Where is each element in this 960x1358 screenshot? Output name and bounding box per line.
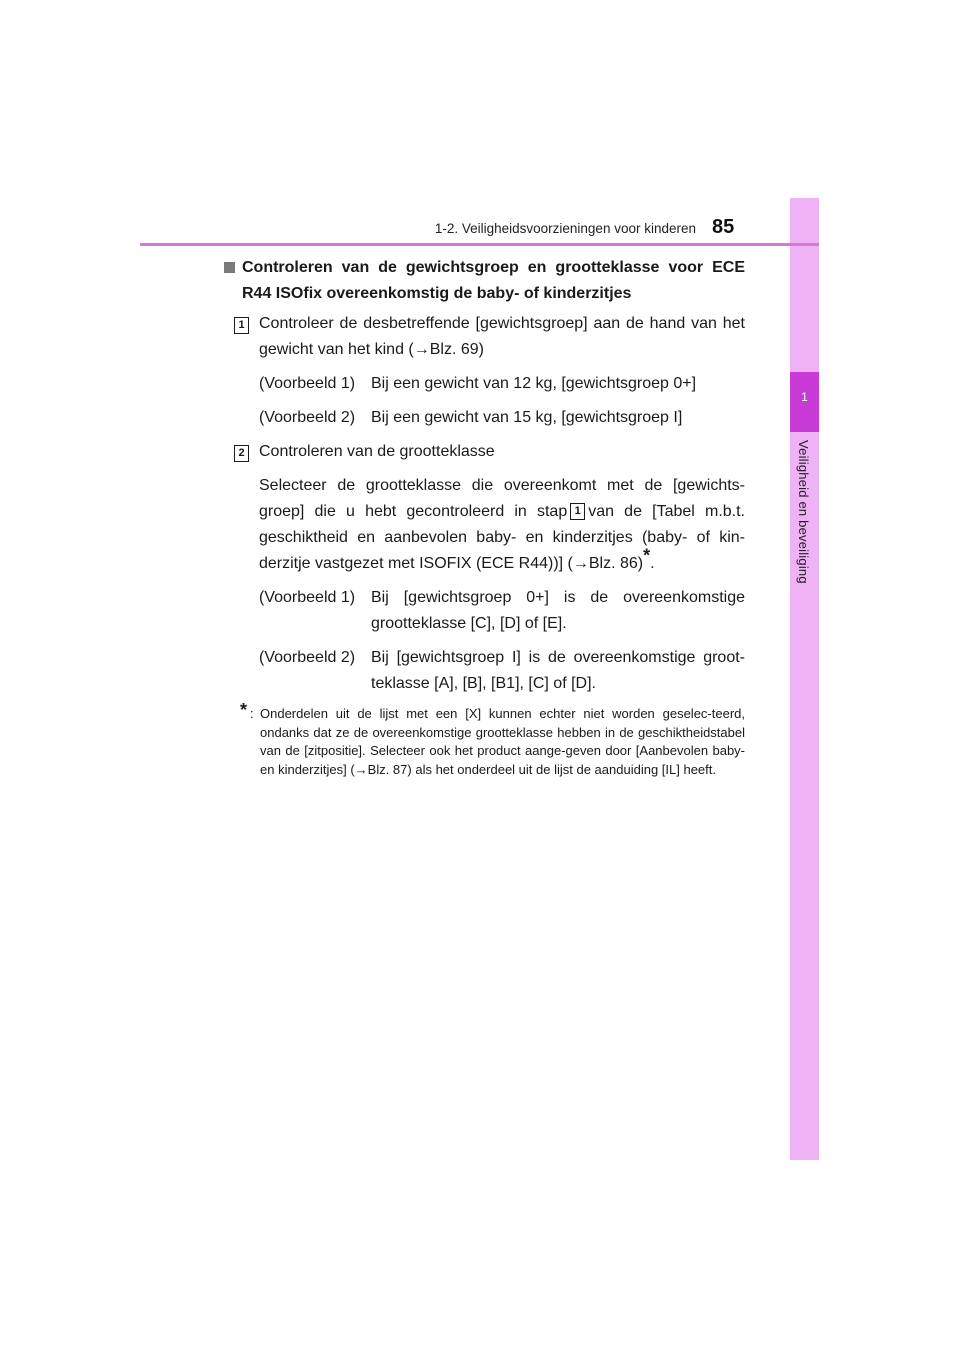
- example-label: (Voorbeeld 2): [259, 649, 356, 666]
- example-text: Bij een gewicht van 12 kg, [gewichtsgroep 0+]: [371, 375, 697, 392]
- chapter-number: 1: [801, 390, 808, 404]
- step-1: [222, 311, 745, 363]
- step-2-example-1: [222, 585, 745, 637]
- footnote-mark: *: [240, 700, 248, 720]
- step-number-2: 2: [234, 445, 249, 462]
- step-1-text: Controleer de desbetreffende [gewichtsgroep] aan de hand van het gewicht van het kind (→Blz. 69): [259, 315, 745, 358]
- page-content: [222, 255, 745, 779]
- step-2: [222, 439, 745, 465]
- header-divider: [140, 243, 819, 246]
- step-number-1: 1: [234, 317, 249, 334]
- square-bullet-icon: [224, 262, 235, 273]
- chapter-side-tab: [790, 198, 819, 1160]
- example-label: (Voorbeeld 1): [259, 589, 356, 606]
- section-heading-text: Controleren van de gewichtsgroep en grootteklasse voor ECE R44 ISOfix overeenkomstig de baby- of kinderzitjes: [242, 259, 745, 302]
- paragraph-end: .: [650, 555, 655, 572]
- section-title: 1-2. Veiligheidsvoorzieningen voor kinderen: [434, 221, 696, 236]
- example-text: Bij [gewichtsgroep 0+] is de overeenkomstige grootteklasse [C], [D] of [E].: [371, 589, 745, 632]
- example-label: (Voorbeeld 2): [259, 409, 356, 426]
- chapter-title: Veiligheid en beveiliging: [796, 440, 811, 584]
- page-number: 85: [712, 216, 735, 238]
- step-2-text: Controleren van de grootteklasse: [259, 443, 495, 460]
- step-2-paragraph: [222, 473, 745, 577]
- footnote-colon: :: [250, 706, 254, 721]
- example-text: Bij [gewichtsgroep I] is de overeenkomstige groot-teklasse [A], [B], [B1], [C] of [D].: [371, 649, 745, 692]
- step-ref-box: 1: [570, 503, 585, 520]
- step-1-example-1: [222, 371, 745, 397]
- footnote: [222, 700, 745, 779]
- paragraph-part-1: Selecteer de grootteklasse die overeenkomt met de [gewichts-groep] die u hebt gecontroleerd in stap: [259, 477, 745, 520]
- step-1-example-2: [222, 405, 745, 431]
- example-label: (Voorbeeld 1): [259, 375, 356, 392]
- example-text: Bij een gewicht van 15 kg, [gewichtsgroep I]: [371, 409, 683, 426]
- footnote-asterisk: *: [643, 545, 651, 566]
- footnote-text: Onderdelen uit de lijst met een [X] kunnen echter niet worden geselec-teerd, ondanks dat ze de overeenkomstige grootteklasse hebben in de geschiktheidstabel van de [zitpositie]. Selecteer ook het product aange-geven door [Aanbevolen baby- en kinderzitjes] (→Blz. 87) als het onderdeel uit de lijst de aanduiding [IL] heeft.: [260, 706, 745, 777]
- step-2-example-2: [222, 645, 745, 697]
- section-heading: [222, 255, 745, 307]
- paragraph-part-2: van de [Tabel m.b.t. geschiktheid en aanbevolen baby- en kinderzitjes (baby- of kin-derzitje vastgezet met ISOFIX (ECE R44))] (→Blz. 86): [259, 503, 745, 572]
